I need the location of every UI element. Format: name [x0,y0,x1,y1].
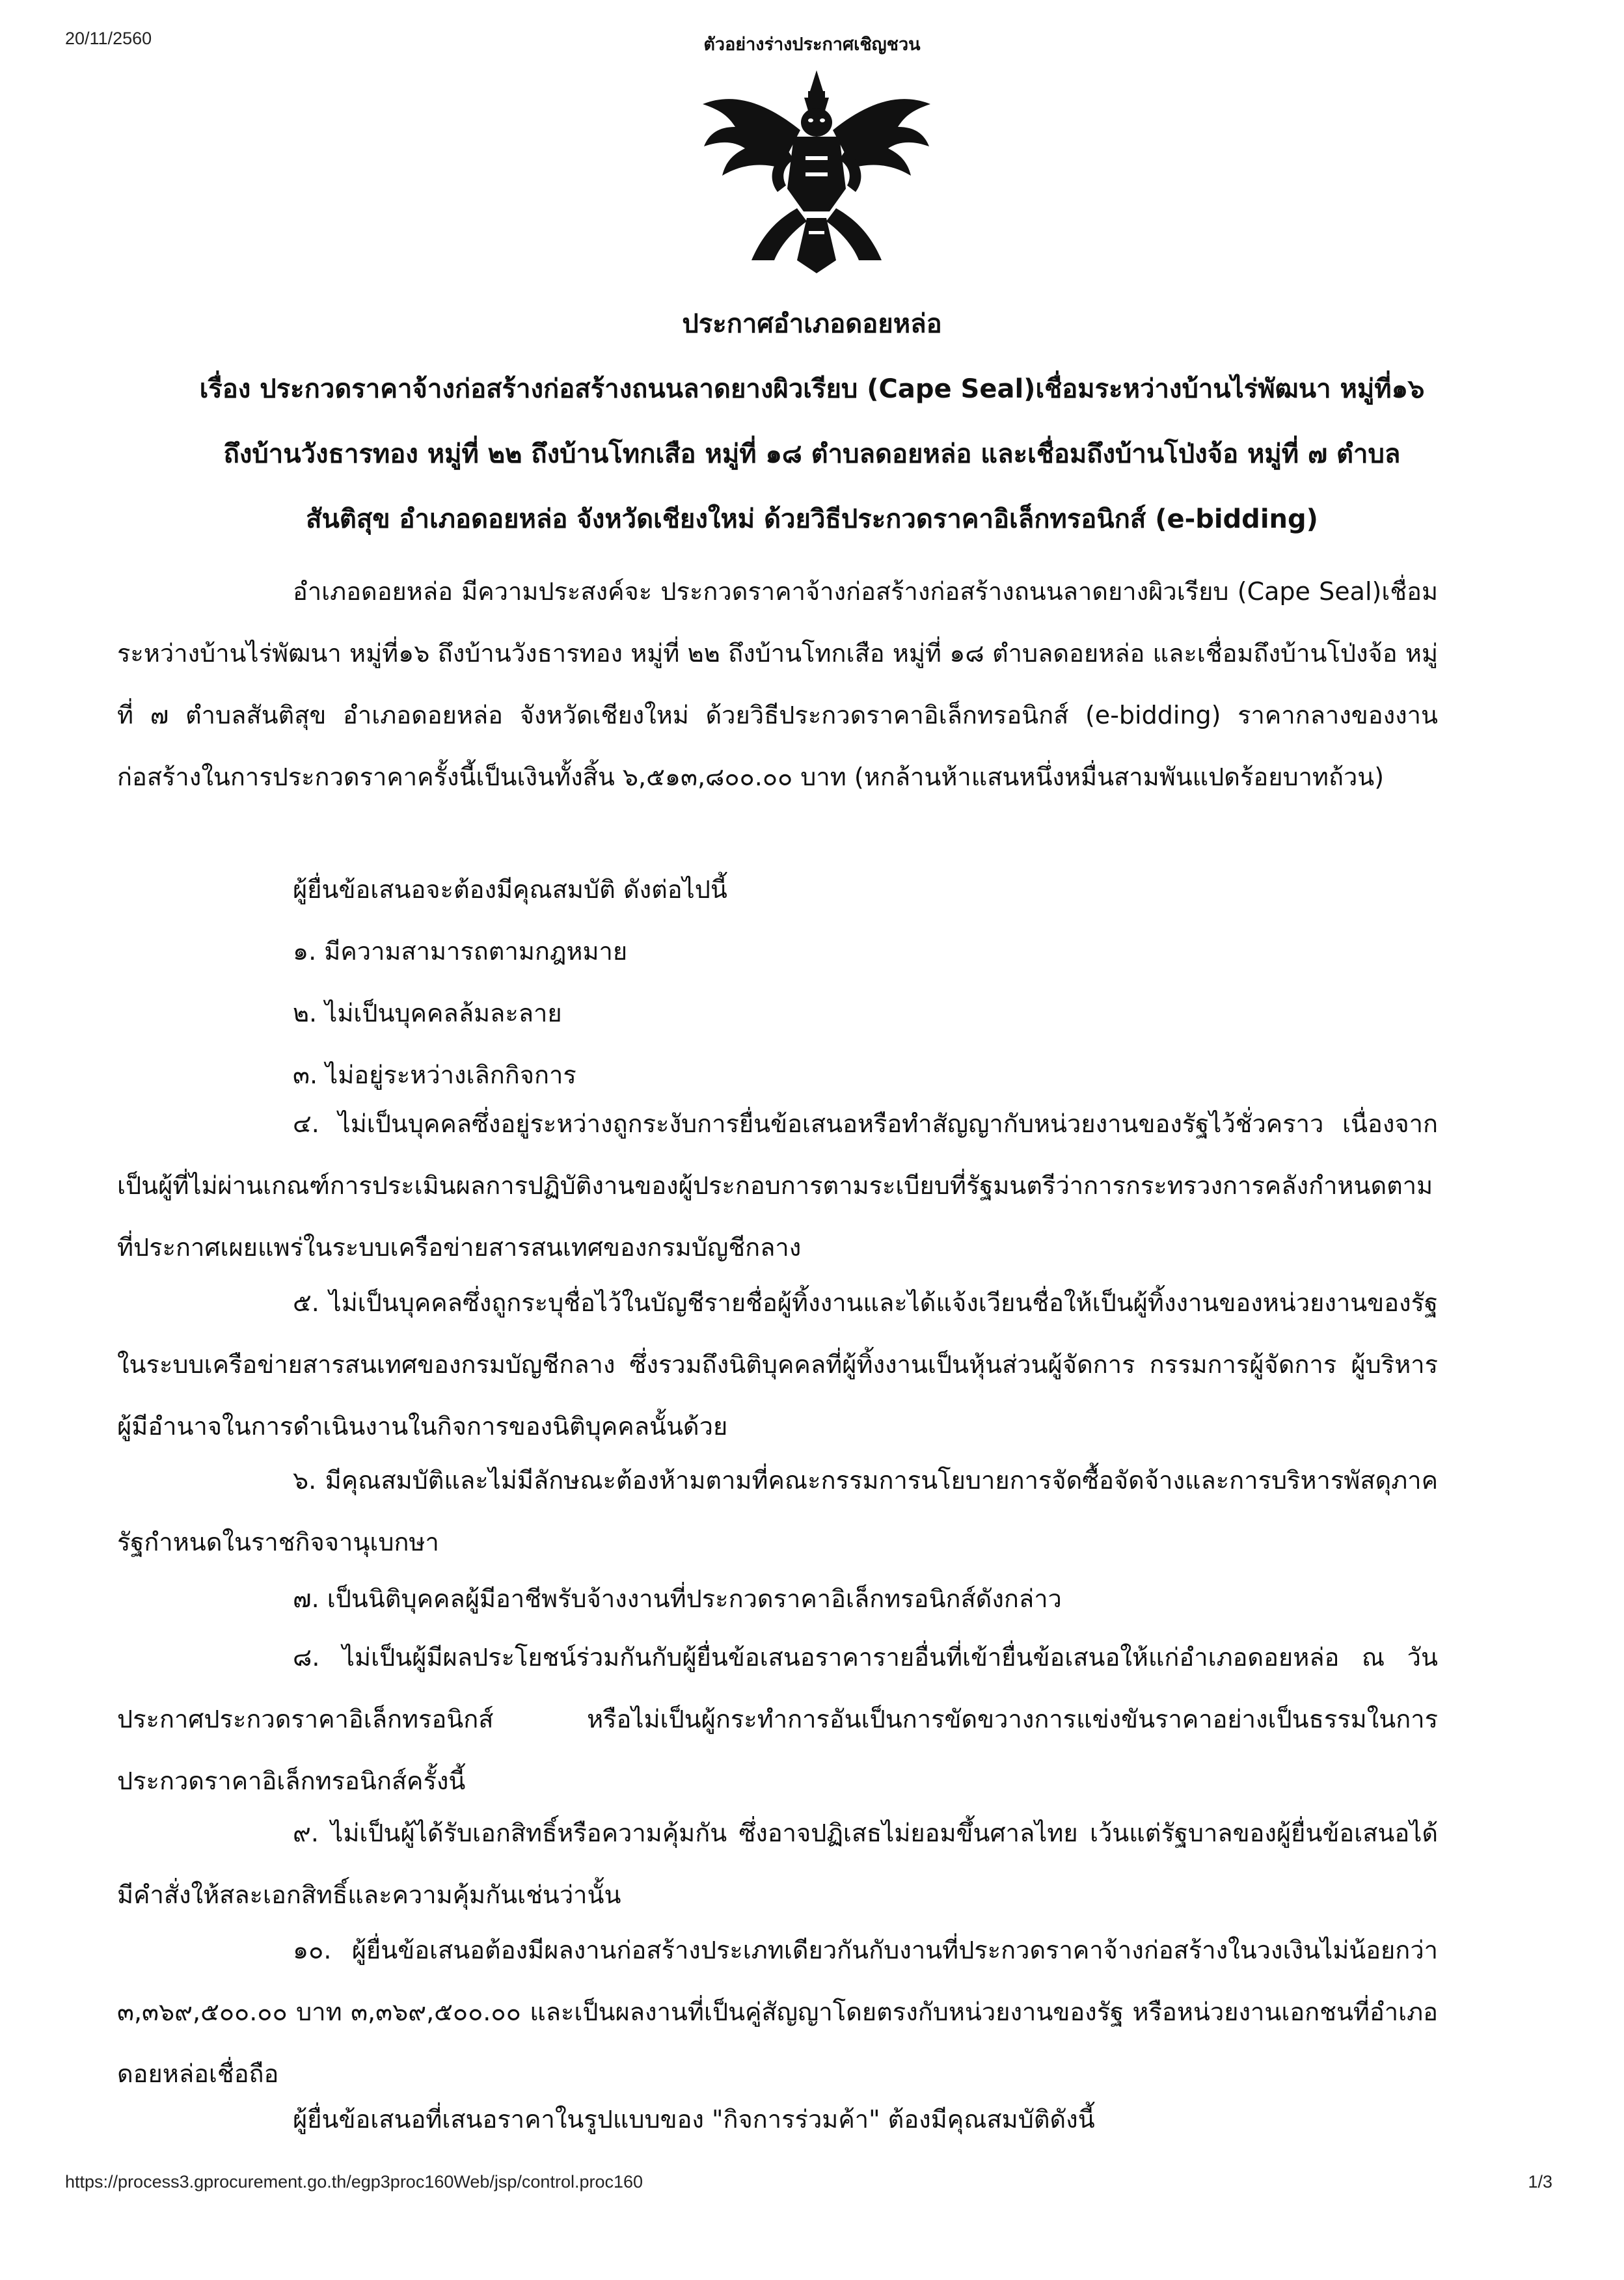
qualification-item-9: ๙. ไม่เป็นผู้ได้รับเอกสิทธิ์หรือความคุ้มกัน ซึ่งอาจปฏิเสธไม่ยอมขึ้นศาลไทย เว้นแต่รัฐบาลของผู้ยื่นข้อเสนอได้มีคำสั่งให้สละเอกสิทธิ์และความคุ้มกันเช่นว่านั้น [117,1819,1438,1909]
qualification-item-4: ๔. ไม่เป็นบุคคลซึ่งอยู่ระหว่างถูกระงับการยื่นข้อเสนอหรือทำสัญญากับหน่วยงานของรัฐไว้ชั่วคราว เนื่องจากเป็นผู้ที่ไม่ผ่านเกณฑ์การประเมินผลการปฏิบัติงานของผู้ประกอบการตามระเบียบที่รัฐมนตรีว่าการกระทรวงการคลังกำหนดตามที่ประกาศเผยแพร่ในระบบเครือข่ายสารสนเทศของกรมบัญชีกลาง [117,1109,1438,1262]
title-subject-line-2: ถึงบ้านวังธารทอง หมู่ที่ ๒๒ ถึงบ้านโทกเสือ หมู่ที่ ๑๘ ตำบลดอยหล่อ และเชื่อมถึงบ้านโป่งจ้อ หมู่ที่ ๗ ตำบล [223,439,1401,469]
document-date: 20/11/2560 [65,29,152,48]
announcement-title [130,292,1494,552]
intro-paragraph: อำเภอดอยหล่อ มีความประสงค์จะ ประกวดราคาจ้างก่อสร้างก่อสร้างถนนลาดยางผิวเรียบ (Cape Seal)เชื่อมระหว่างบ้านไร่พัฒนา หมู่ที่๑๖ ถึงบ้านวังธารทอง หมู่ที่ ๒๒ ถึงบ้านโทกเสือ หมู่ที่ ๑๘ ตำบลดอยหล่อ และเชื่อมถึงบ้านโป่งจ้อ หมู่ที่ ๗ ตำบลสันติสุข อำเภอดอยหล่อ จังหวัดเชียงใหม่ ด้วยวิธีประกวดราคาอิเล็กทรอนิกส์ (e-bidding) ราคากลางของงานก่อสร้างในการประกวดราคาครั้งนี้เป็นเงินทั้งสิ้น ๖,๕๑๓,๘๐๐.๐๐ บาท (หกล้านห้าแสนหนึ่งหมื่นสามพันแปดร้อยบาทถ้วน) [117,577,1438,791]
qualification-item-2: ๒. ไม่เป็นบุคคลล้มละลาย [293,999,562,1027]
garuda-emblem-icon [690,65,943,280]
title-subject-line-3: สันติสุข อำเภอดอยหล่อ จังหวัดเชียงใหม่ ด้วยวิธีประกวดราคาอิเล็กทรอนิกส์ (e-bidding) [306,504,1318,534]
qualification-item-1: ๑. มีความสามารถตามกฎหมาย [293,937,628,966]
qualification-item-10: ๑๐. ผู้ยื่นข้อเสนอต้องมีผลงานก่อสร้างประเภทเดียวกันกับงานที่ประกวดราคาจ้างก่อสร้างในวงเงินไม่น้อยกว่า ๓,๓๖๙,๕๐๐.๐๐ บาท ๓,๓๖๙,๕๐๐.๐๐ และเป็นผลงานที่เป็นคู่สัญญาโดยตรงกับหน่วยงานของรัฐ หรือหน่วยงานเอกชนที่อำเภอดอยหล่อเชื่อถือ [117,1936,1438,2088]
page-number: 1/3 [1528,2172,1552,2192]
title-issuer: ประกาศอำเภอดอยหล่อ [682,309,942,339]
title-subject-line-1: เรื่อง ประกวดราคาจ้างก่อสร้างก่อสร้างถนนลาดยางผิวเรียบ (Cape Seal)เชื่อมระหว่างบ้านไร่พัฒนา หมู่ที่๑๖ [199,374,1425,404]
source-url: https://process3.gprocurement.go.th/egp3proc160Web/jsp/control.proc160 [65,2172,643,2192]
qualification-item-6: ๖. มีคุณสมบัติและไม่มีลักษณะต้องห้ามตามที่คณะกรรมการนโยบายการจัดซื้อจัดจ้างและการบริหารพัสดุภาครัฐกำหนดในราชกิจจานุเบกษา [117,1466,1438,1556]
qualification-heading: ผู้ยื่นข้อเสนอจะต้องมีคุณสมบัติ ดังต่อไปนี้ [293,875,727,904]
qualification-item-7: ๗. เป็นนิติบุคคลผู้มีอาชีพรับจ้างงานที่ประกวดราคาอิเล็กทรอนิกส์ดังกล่าว [293,1584,1062,1613]
qualification-item-8: ๘. ไม่เป็นผู้มีผลประโยชน์ร่วมกันกับผู้ยื่นข้อเสนอราคารายอื่นที่เข้ายื่นข้อเสนอให้แก่อำเภอดอยหล่อ ณ วันประกาศประกวดราคาอิเล็กทรอนิกส์ หรือไม่เป็นผู้กระทำการอันเป็นการขัดขวางการแข่งขันราคาอย่างเป็นธรรมในการประกวดราคาอิเล็กทรอนิกส์ครั้งนี้ [117,1643,1438,1795]
joint-venture-heading: ผู้ยื่นข้อเสนอที่เสนอราคาในรูปแบบของ "กิจการร่วมค้า" ต้องมีคุณสมบัติดังนี้ [293,2105,1095,2134]
draft-label: ตัวอย่างร่างประกาศเชิญชวน [703,34,921,54]
qualification-item-3: ๓. ไม่อยู่ระหว่างเลิกกิจการ [293,1061,576,1089]
qualification-item-5: ๕. ไม่เป็นบุคคลซึ่งถูกระบุชื่อไว้ในบัญชีรายชื่อผู้ทิ้งงานและได้แจ้งเวียนชื่อให้เป็นผู้ทิ้งงานของหน่วยงานของรัฐในระบบเครือข่ายสารสนเทศของกรมบัญชีกลาง ซึ่งรวมถึงนิติบุคคลที่ผู้ทิ้งงานเป็นหุ้นส่วนผู้จัดการ กรรมการผู้จัดการ ผู้บริหาร ผู้มีอำนาจในการดำเนินงานในกิจการของนิติบุคคลนั้นด้วย [117,1288,1438,1441]
